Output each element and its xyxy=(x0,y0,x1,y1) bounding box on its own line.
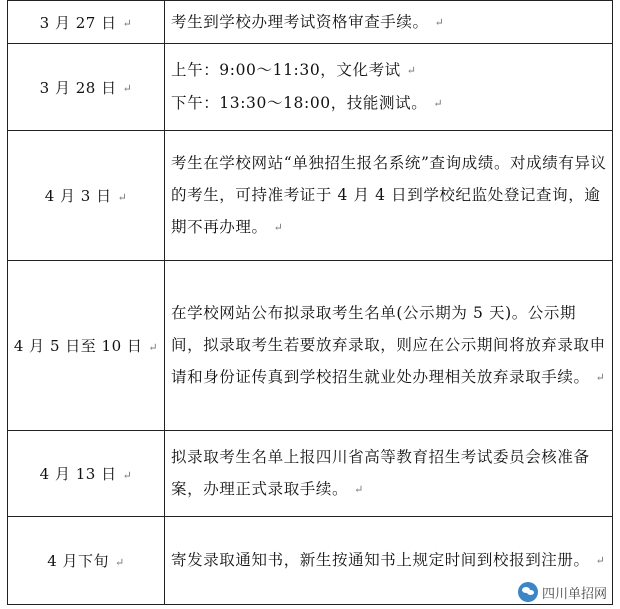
paragraph-mark-icon: ↵ xyxy=(434,15,445,29)
description-line: 考生在学校网站“单独招生报名系统”查询成绩。对成绩有异议的考生，可持准考证于 4 月 4 日到学校纪监处登记查询，逾期不再办理。 ↵ xyxy=(171,154,607,236)
paragraph-mark-icon: ↵ xyxy=(354,483,364,496)
date-cell: 4 月 5 日至 10 日 ↵ xyxy=(8,261,165,431)
description-line: 考生到学校办理考试资格审查手续。 ↵ xyxy=(171,12,445,31)
watermark xyxy=(515,581,610,603)
date-cell: 3 月 27 日 ↵ xyxy=(8,1,165,44)
table-row xyxy=(8,261,613,431)
description-line: 上午：9:00～11:30，文化考试 ↵ xyxy=(171,61,417,79)
paragraph-mark-icon: ↵ xyxy=(115,555,125,569)
table-row xyxy=(8,131,613,261)
schedule-table xyxy=(7,0,613,605)
paragraph-mark-icon: ↵ xyxy=(122,468,133,482)
description-line: 在学校网站公布拟录取考生名单(公示期为 5 天)。公示期间，拟录取考生若要放弃录取，则应在公示期间将放弃录取申请和身份证传真到学校招生就业处办理相关放弃录取手续。 ↵ xyxy=(171,304,606,386)
description-cell xyxy=(165,261,613,431)
table-row xyxy=(8,1,613,44)
paragraph-mark-icon: ↵ xyxy=(406,64,417,77)
table-row xyxy=(8,431,613,517)
description-line: 下午：13:30～18:00，技能测试。 ↵ xyxy=(171,94,444,112)
date-cell: 4 月 13 日 ↵ xyxy=(8,431,165,517)
paragraph-mark-icon: ↵ xyxy=(595,371,606,384)
paragraph-mark-icon: ↵ xyxy=(122,17,133,30)
description-cell xyxy=(165,131,613,261)
paragraph-mark-icon: ↵ xyxy=(117,190,128,204)
table-row xyxy=(8,44,613,131)
date-cell: 3 月 28 日 ↵ xyxy=(8,44,165,131)
description-cell xyxy=(165,431,613,517)
description-cell xyxy=(165,1,613,44)
wechat-icon xyxy=(518,582,538,602)
paragraph-mark-icon: ↵ xyxy=(433,97,444,110)
watermark-text: 四川单招网 xyxy=(541,586,607,602)
paragraph-mark-icon: ↵ xyxy=(148,340,159,354)
date-cell: 4 月 3 日 ↵ xyxy=(8,131,165,261)
paragraph-mark-icon: ↵ xyxy=(595,554,606,567)
paragraph-mark-icon: ↵ xyxy=(273,221,284,234)
description-cell xyxy=(165,44,613,131)
paragraph-mark-icon: ↵ xyxy=(122,82,133,95)
date-cell: 4 月下旬 ↵ xyxy=(8,517,165,605)
description-line: 拟录取考生名单上报四川省高等教育招生考试委员会核准备案，办理正式录取手续。 ↵ xyxy=(171,448,590,498)
description-line: 寄发录取通知书，新生按通知书上规定时间到校报到注册。 ↵ xyxy=(171,551,606,569)
